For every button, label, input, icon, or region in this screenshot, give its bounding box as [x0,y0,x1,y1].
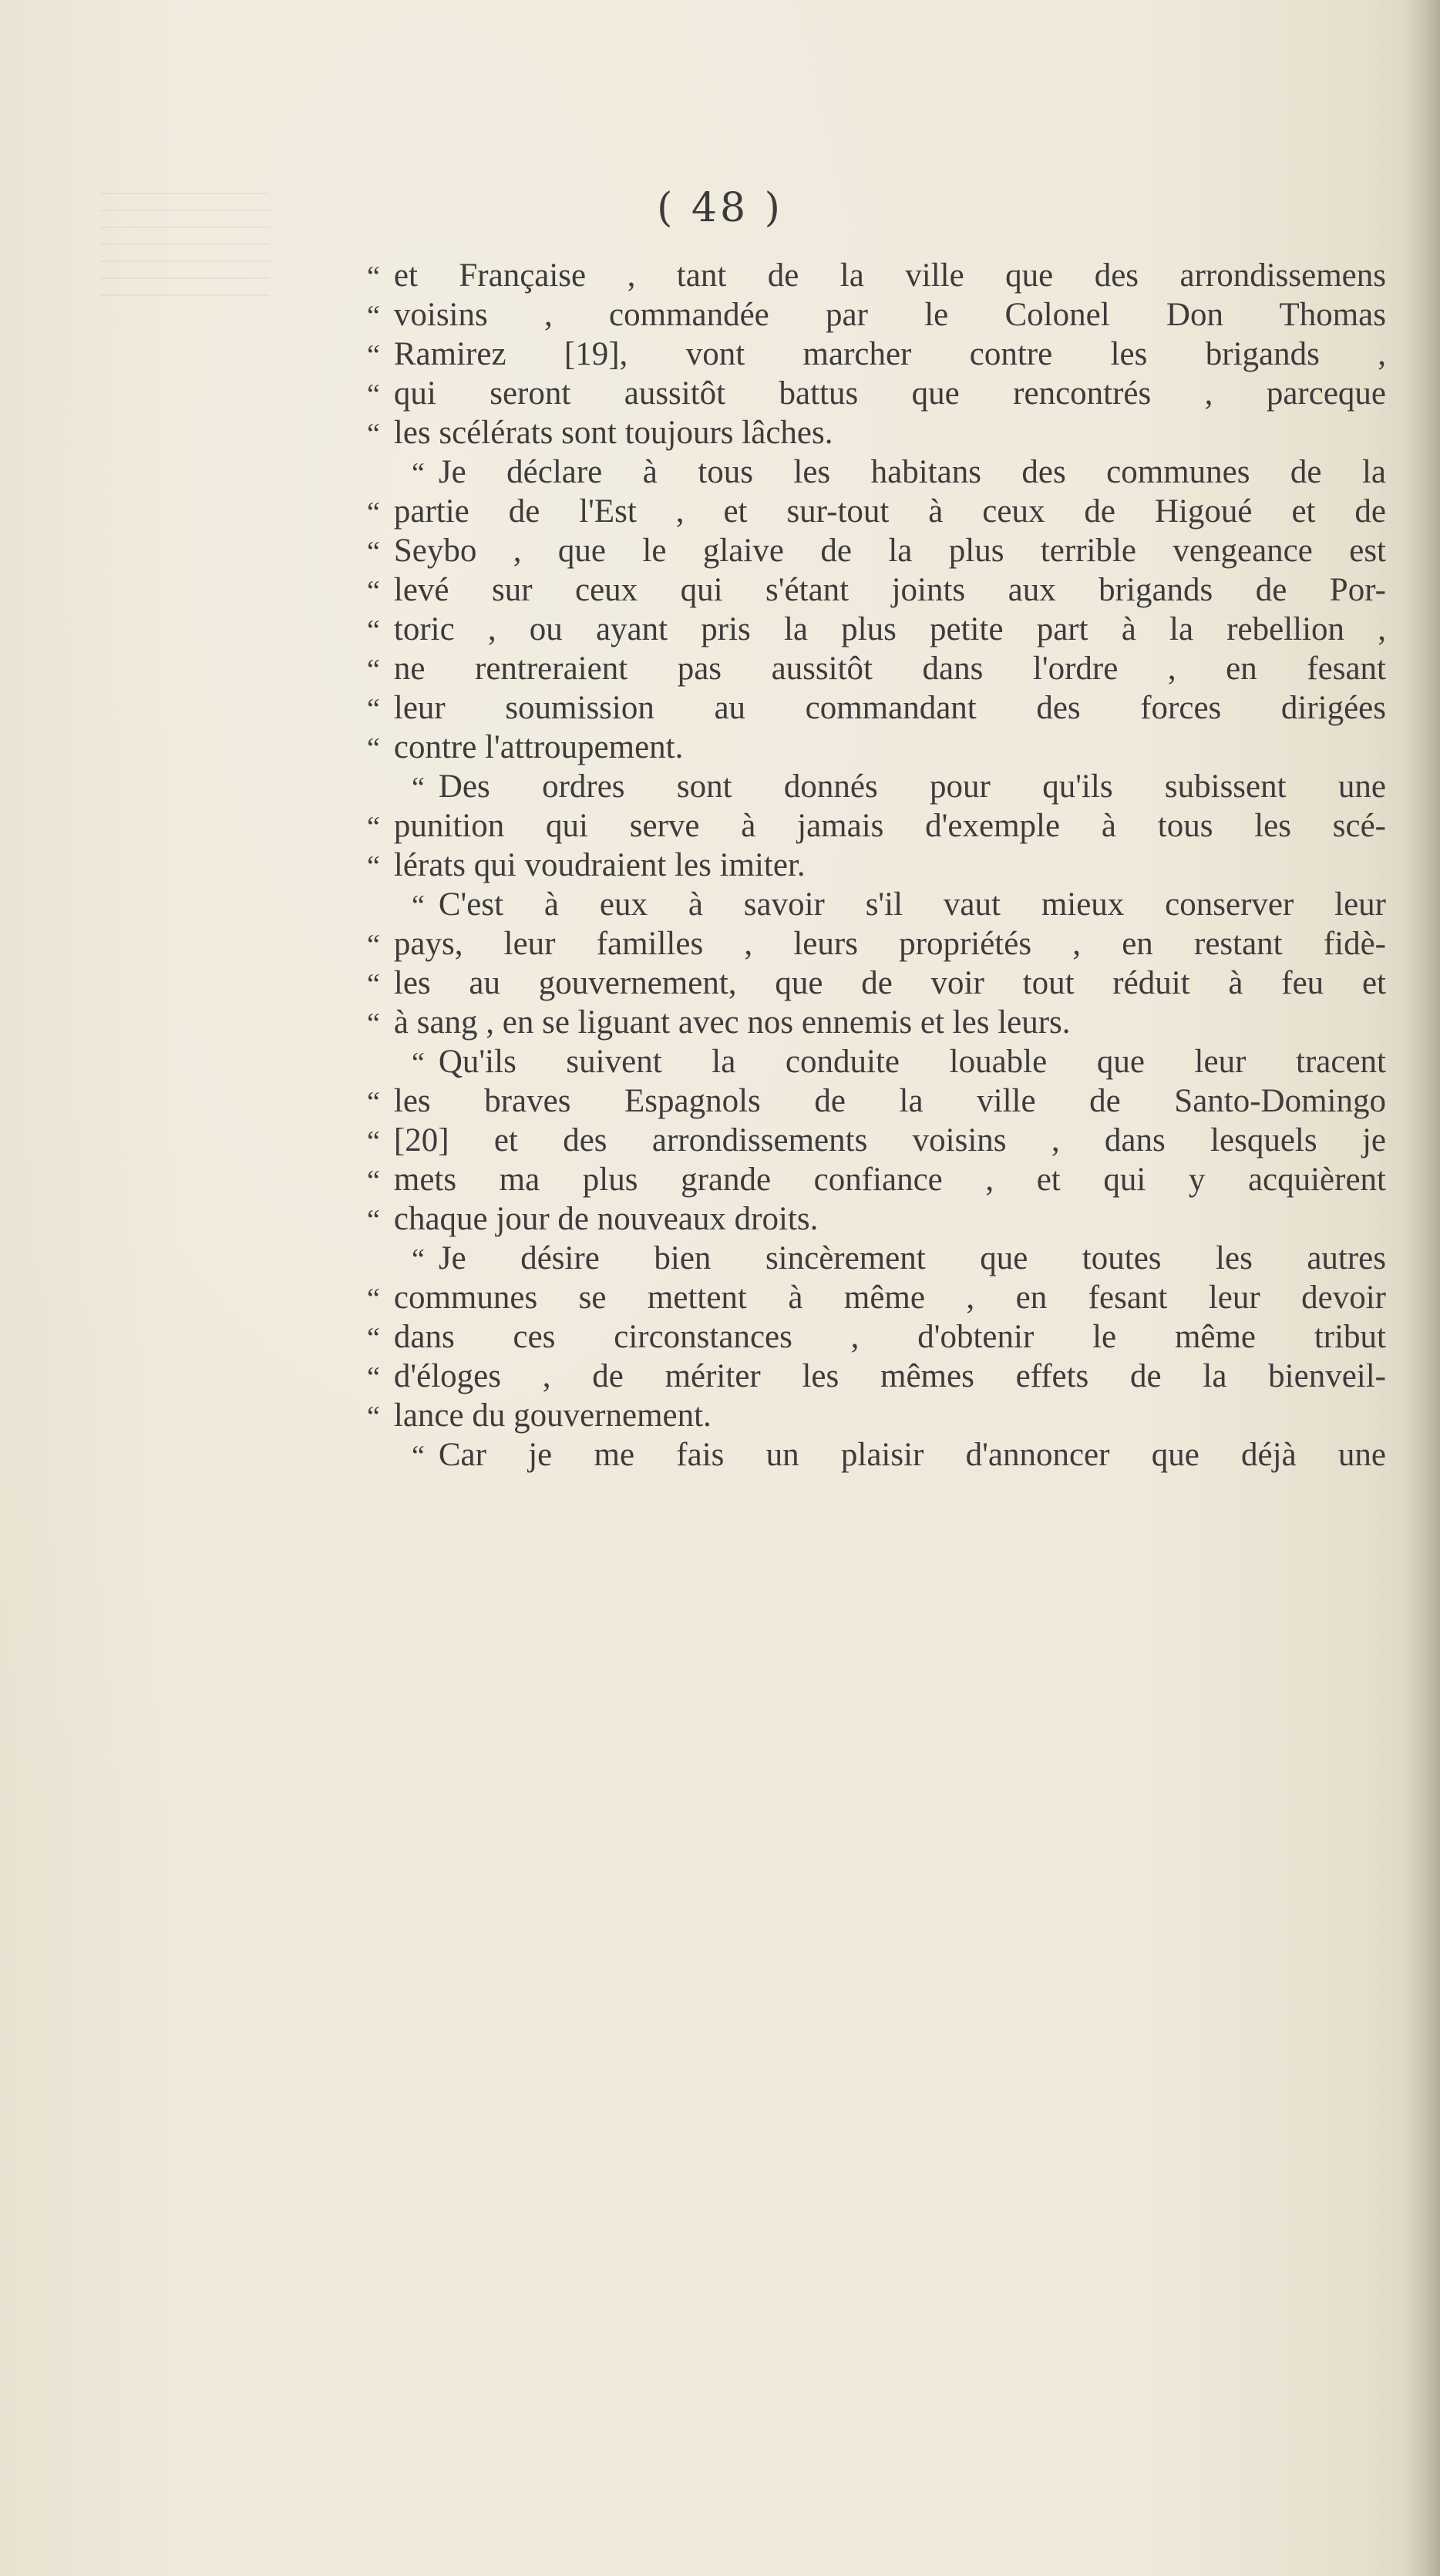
quote-mark: “ [367,850,380,883]
line-text: les braves Espagnols de la ville de Santo-Domingo [393,1083,1386,1119]
text-line [367,1357,1386,1396]
line-text: Seybo , que le glaive de la plus terrible vengeance est [393,533,1386,569]
line-text: Ramirez [19], vont marcher contre les brigands , [393,336,1386,372]
text-line [367,492,1386,531]
text-line [367,295,1386,335]
text-line [367,570,1386,610]
line-text: voisins , commandée par le Colonel Don Thomas [393,297,1386,333]
quote-mark: “ [367,968,380,1000]
quote-mark: “ [412,1440,425,1472]
quote-mark: “ [367,654,380,686]
line-text: chaque jour de nouveaux droits. [393,1201,819,1237]
quote-mark: “ [367,614,380,647]
page-number: ( 48 ) [657,185,783,231]
quote-mark: “ [367,536,380,568]
text-line [367,728,1386,767]
line-text: les scélérats sont toujours lâches. [393,415,833,451]
text-line [367,1278,1386,1317]
page-edge-shadow [1405,0,1440,2576]
line-text: levé sur ceux qui s'étant joints aux brigands de Por- [393,572,1386,608]
text-line [367,374,1386,413]
quote-mark: “ [367,1401,380,1433]
line-text: Qu'ils suivent la conduite louable que leur tracent [438,1044,1386,1080]
text-line [367,767,1386,806]
quote-mark: “ [367,1086,380,1118]
text-line [367,963,1386,1003]
quote-mark: “ [412,772,425,804]
text-line [367,610,1386,649]
quote-mark: “ [367,732,380,765]
text-line [367,1003,1386,1042]
line-text: pays, leur familles , leurs propriétés , en restant fidè- [393,926,1386,962]
line-text: toric , ou ayant pris la plus petite part à la rebellion , [393,611,1386,647]
text-line [367,924,1386,963]
quote-mark: “ [412,1047,425,1079]
text-line [367,413,1386,452]
text-line [367,1239,1386,1278]
quote-mark: “ [367,261,380,293]
quote-mark: “ [367,1165,380,1197]
line-text: [20] et des arrondissements voisins , dans lesquels je [393,1122,1386,1159]
text-line [367,452,1386,492]
line-text: d'éloges , de mériter les mêmes effets de la bienveil- [393,1358,1386,1394]
text-line [367,649,1386,688]
line-text: dans ces circonstances , d'obtenir le même tribut [393,1319,1386,1355]
quote-mark: “ [412,1243,425,1276]
line-text: contre l'attroupement. [393,729,684,765]
quote-mark: “ [367,418,380,450]
text-line [367,1199,1386,1239]
line-text: et Française , tant de la ville que des arrondissemens [393,257,1386,294]
line-text: les au gouvernement, que de voir tout réduit à feu et [393,965,1386,1001]
line-text: Je désire bien sincèrement que toutes les autres [438,1240,1386,1276]
quote-mark: “ [367,1283,380,1315]
quote-mark: “ [412,889,425,922]
line-text: lérats qui voudraient les imiter. [393,847,806,883]
quote-mark: “ [367,496,380,529]
line-text: C'est à eux à savoir s'il vaut mieux conserver leur [438,886,1386,923]
line-text: leur soumission au commandant des forces dirigées [393,690,1386,726]
quote-mark: “ [367,1125,380,1158]
line-text: à sang , en se liguant avec nos ennemis et les leurs. [393,1004,1071,1041]
text-line [367,1121,1386,1160]
text-line [367,846,1386,885]
line-text: Car je me fais un plaisir d'annoncer que déjà une [438,1437,1386,1473]
quote-mark: “ [367,378,380,411]
quote-mark: “ [367,339,380,372]
quote-mark: “ [367,693,380,725]
text-line [367,688,1386,728]
quote-mark: “ [367,300,380,332]
quote-mark: “ [367,1322,380,1354]
text-line [367,885,1386,924]
text-line [367,1081,1386,1121]
quote-mark: “ [412,457,425,489]
line-text: communes se mettent à même , en fesant leur devoir [393,1280,1386,1316]
line-text: mets ma plus grande confiance , et qui y acquièrent [393,1162,1386,1198]
quote-mark: “ [367,1361,380,1394]
quote-mark: “ [367,1204,380,1236]
text-line [367,1317,1386,1357]
line-text: partie de l'Est , et sur-tout à ceux de Higoué et de [393,493,1386,530]
text-line [367,1435,1386,1475]
text-line [367,531,1386,570]
line-text: Des ordres sont donnés pour qu'ils subissent une [438,768,1386,805]
line-text: qui seront aussitôt battus que rencontrés , parceque [393,375,1386,412]
line-text: Je déclare à tous les habitans des communes de la [438,454,1386,490]
quote-mark: “ [367,575,380,607]
line-text: ne rentreraient pas aussitôt dans l'ordre , en fesant [393,651,1386,687]
body-text [367,256,1386,1475]
text-line [367,335,1386,374]
quote-mark: “ [367,929,380,961]
quote-mark: “ [367,1007,380,1040]
quote-mark: “ [367,811,380,843]
line-text: lance du gouvernement. [393,1397,712,1434]
text-line [367,1042,1386,1081]
text-line [367,1396,1386,1435]
line-text: punition qui serve à jamais d'exemple à tous les scé- [393,808,1386,844]
text-line [367,1160,1386,1199]
text-line [367,806,1386,846]
text-line [367,256,1386,295]
